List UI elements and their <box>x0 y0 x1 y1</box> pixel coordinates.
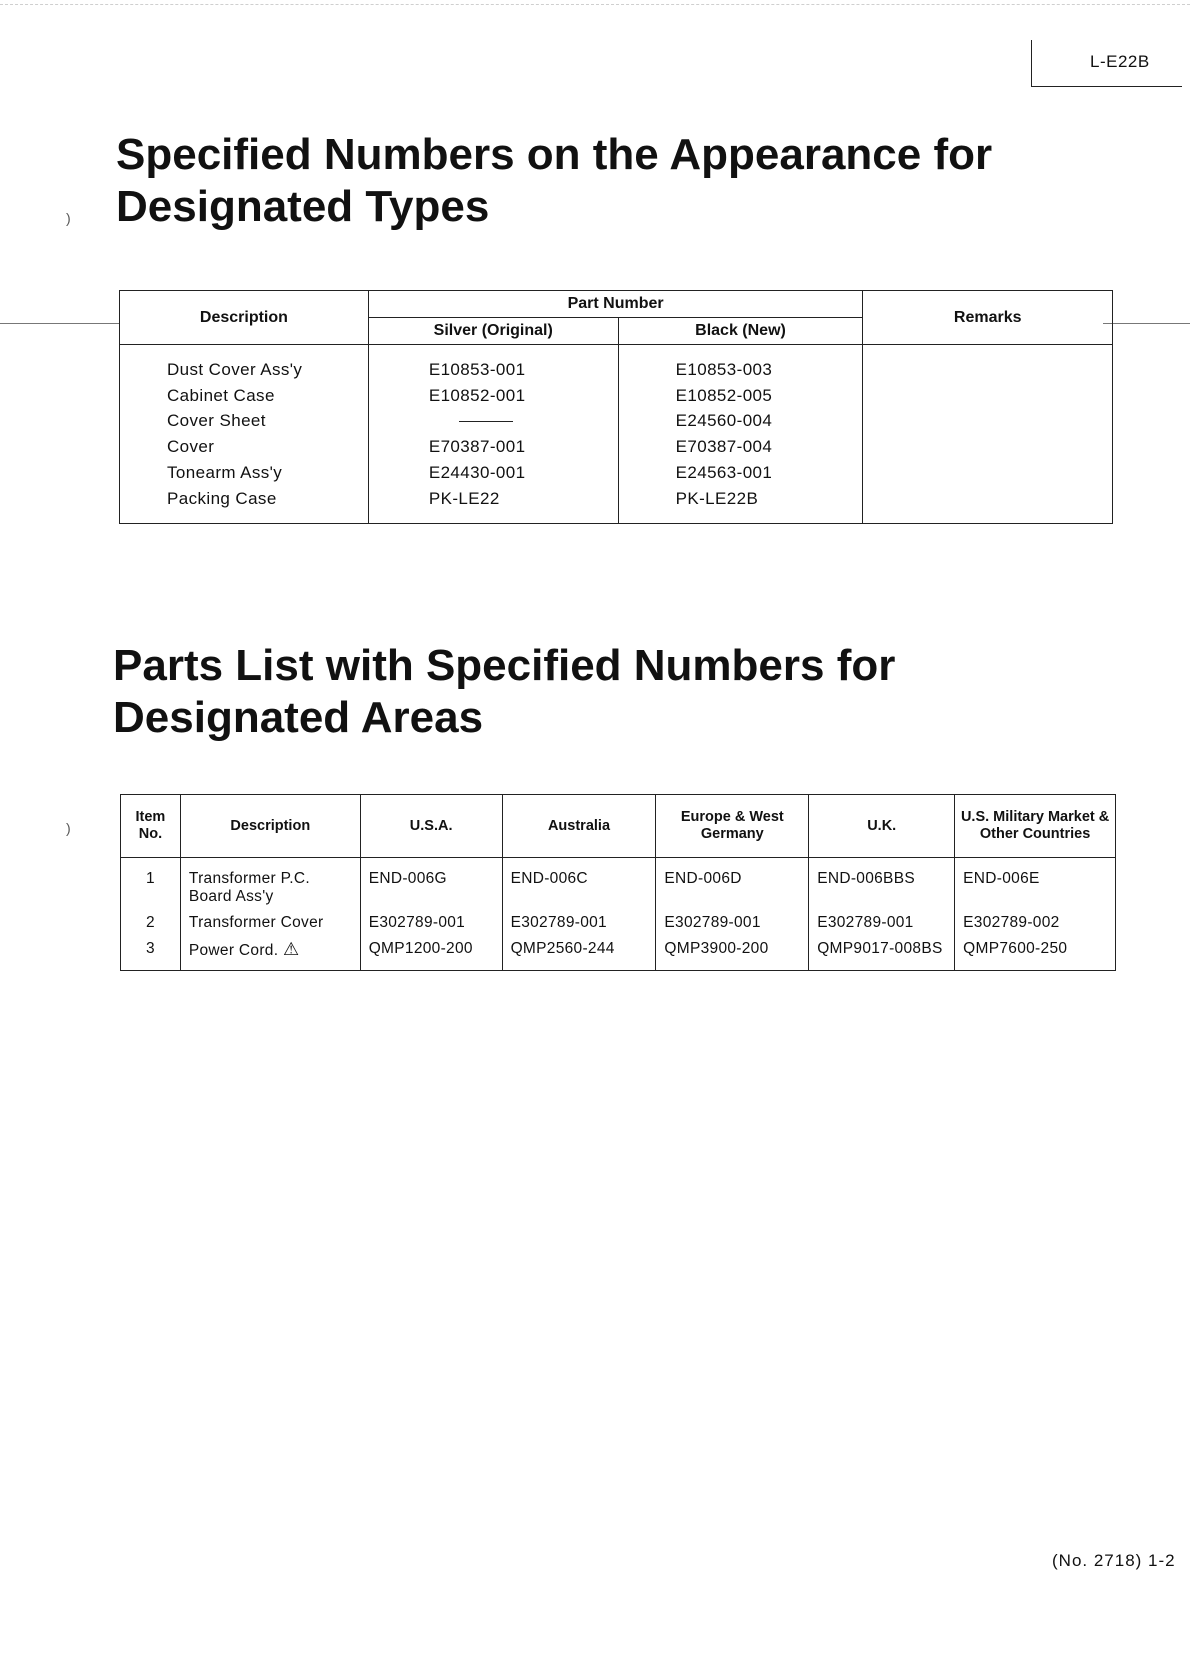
table-row <box>121 910 1116 936</box>
list-item: E10853-003 <box>675 360 773 379</box>
header-silver-original: Silver (Original) <box>368 318 618 345</box>
item-number: 1 <box>121 858 181 911</box>
header-us-military-other: U.S. Military Market & Other Countries <box>955 795 1116 858</box>
section-title-designated-areas: Parts List with Specified Numbers for Designated Areas <box>113 641 896 742</box>
scan-speck: ) <box>66 820 71 836</box>
header-black-new: Black (New) <box>618 318 863 345</box>
not-applicable-dash <box>429 408 618 434</box>
header-australia: Australia <box>502 795 656 858</box>
uk-part: E302789-001 <box>809 910 955 936</box>
list-item: E10853-001 <box>428 360 526 379</box>
uk-part: END-006BBS <box>809 858 955 911</box>
header-part-number: Part Number <box>368 291 863 318</box>
list-item: E24560-004 <box>675 411 773 431</box>
europe-part: E302789-001 <box>656 910 809 936</box>
list-item: PK-LE22 <box>428 488 500 508</box>
header-europe-west-germany: Europe & West Germany <box>656 795 809 858</box>
header-description: Description <box>180 795 360 858</box>
designated-areas-table <box>120 794 1116 971</box>
list-item: Cover <box>167 437 215 457</box>
list-item: Cover Sheet <box>167 411 266 431</box>
warning-triangle-icon: ⚠ <box>282 939 300 959</box>
list-item: E70387-004 <box>675 437 773 457</box>
list-item: PK-LE22B <box>675 488 759 508</box>
list-item: E24563-001 <box>675 462 773 482</box>
list-item: E10852-005 <box>675 385 773 405</box>
item-number: 2 <box>121 910 181 936</box>
scan-speck: ) <box>66 210 71 226</box>
scan-edge-line <box>0 4 1190 5</box>
list-item: E10852-001 <box>428 385 526 405</box>
usa-part: QMP1200-200 <box>360 936 502 971</box>
australia-part: E302789-001 <box>502 910 656 936</box>
designated-types-table <box>119 290 1113 524</box>
header-usa: U.S.A. <box>360 795 502 858</box>
usa-part: E302789-001 <box>360 910 502 936</box>
item-description <box>180 936 360 971</box>
list-item: Dust Cover Ass'y <box>167 360 303 379</box>
uk-part: QMP9017-008BS <box>809 936 955 971</box>
europe-part: QMP3900-200 <box>656 936 809 971</box>
item-number: 3 <box>121 936 181 971</box>
doc-code: L-E22B <box>1090 52 1150 71</box>
list-item: Cabinet Case <box>167 385 275 405</box>
black-column <box>618 345 863 524</box>
list-item: E24430-001 <box>428 462 526 482</box>
scan-mark-left <box>0 323 120 324</box>
remarks-column <box>863 345 1113 524</box>
list-item: Tonearm Ass'y <box>167 462 283 482</box>
description-column <box>120 345 369 524</box>
military-part: QMP7600-250 <box>955 936 1116 971</box>
table-row <box>121 858 1116 911</box>
header-item-no: Item No. <box>121 795 181 858</box>
australia-part: END-006C <box>502 858 656 911</box>
header-uk: U.K. <box>809 795 955 858</box>
list-item: Packing Case <box>167 488 277 508</box>
table-row <box>121 936 1116 971</box>
page-reference: (No. 2718) 1-2 <box>1052 1551 1176 1570</box>
item-description: Transformer Cover <box>180 910 360 936</box>
item-description: Transformer P.C. Board Ass'y <box>180 858 360 911</box>
header-remarks: Remarks <box>863 291 1113 345</box>
military-part: END-006E <box>955 858 1116 911</box>
section-title-designated-types: Specified Numbers on the Appearance for Designated Types <box>116 130 993 231</box>
silver-column <box>368 345 618 524</box>
item-description-text: Power Cord. <box>188 942 279 959</box>
usa-part: END-006G <box>360 858 502 911</box>
europe-part: END-006D <box>656 858 809 911</box>
header-description: Description <box>120 291 369 345</box>
list-item: E70387-001 <box>428 437 526 457</box>
australia-part: QMP2560-244 <box>502 936 656 971</box>
military-part: E302789-002 <box>955 910 1116 936</box>
scan-mark-right <box>1103 323 1190 324</box>
